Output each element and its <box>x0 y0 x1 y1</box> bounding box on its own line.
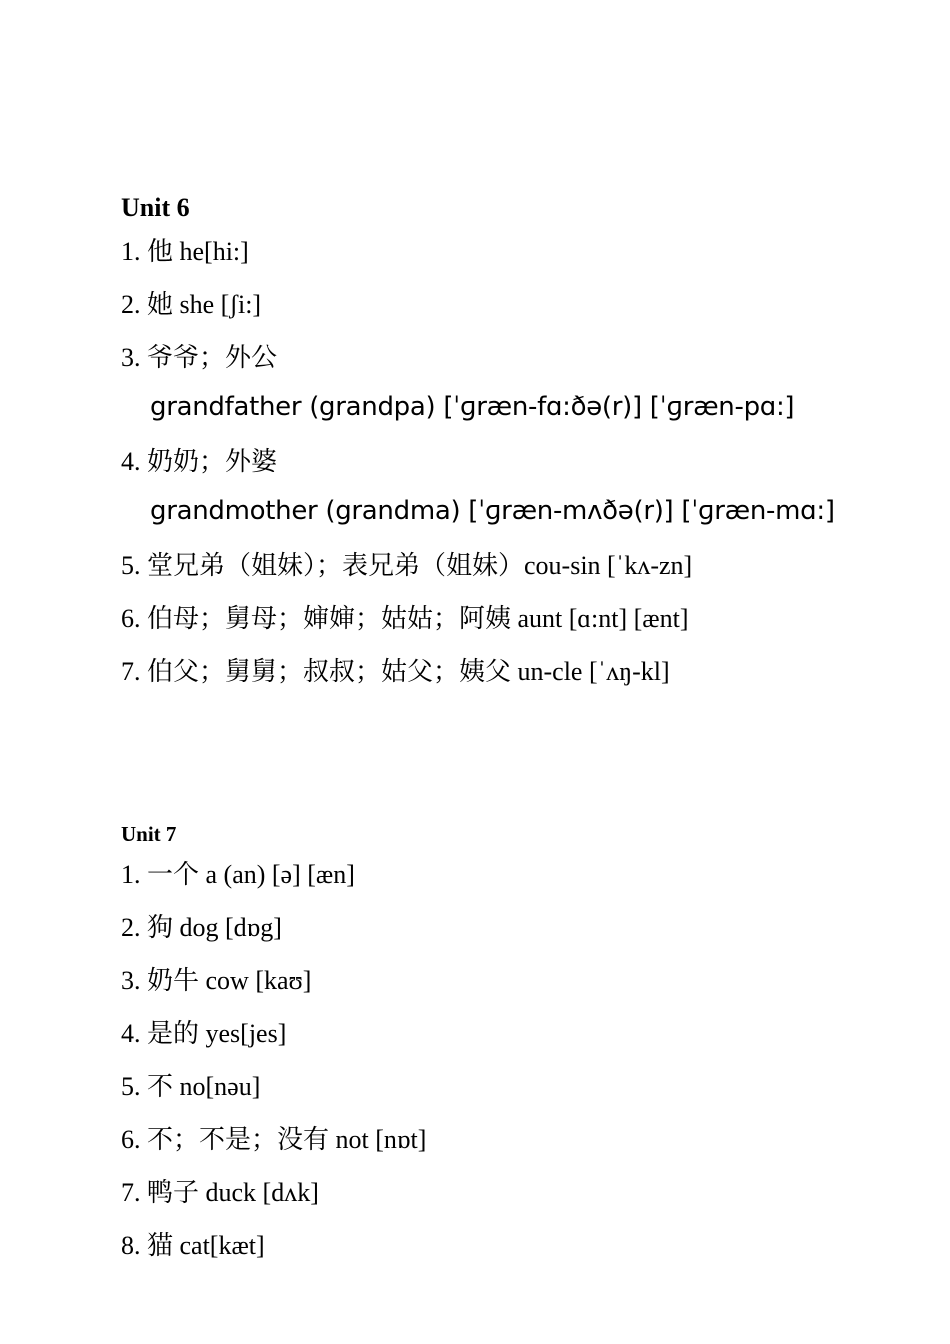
unit-6-item-3: 3. 爷爷；外公 <box>121 343 278 372</box>
unit-7-item-1: 1. 一个 a (an) [ə] [æn] <box>121 860 355 889</box>
unit-7-item-6: 6. 不；不是；没有 not [nɒt] <box>121 1125 427 1154</box>
unit-7-title: Unit 7 <box>121 822 177 846</box>
unit-6-item-3-english: grandfather (grandpa) [ˈɡræn-fɑ:ðə(r)] [ˈɡræn-pɑ:] <box>150 392 795 422</box>
unit-6-item-5: 5. 堂兄弟（姐妹）；表兄弟（姐妹）cou-sin [ˈkʌ-zn] <box>121 551 693 580</box>
unit-6-item-6: 6. 伯母；舅母；婶婶；姑姑；阿姨 aunt [ɑ:nt] [ænt] <box>121 604 689 633</box>
unit-6-item-4-english: grandmother (grandma) [ˈɡræn-mʌðə(r)] [ˈɡræn-mɑ:] <box>150 496 835 526</box>
unit-7-item-3: 3. 奶牛 cow [kaʊ] <box>121 966 312 995</box>
unit-7-item-7: 7. 鸭子 duck [dʌk] <box>121 1178 319 1207</box>
unit-7-item-5: 5. 不 no[nəu] <box>121 1072 261 1101</box>
unit-6-item-4: 4. 奶奶；外婆 <box>121 447 278 476</box>
unit-6-item-1: 1. 他 he[hi:] <box>121 237 249 266</box>
unit-6-item-7: 7. 伯父；舅舅；叔叔；姑父；姨父 un-cle [ˈʌŋ-kl] <box>121 657 670 686</box>
unit-7-item-8: 8. 猫 cat[kæt] <box>121 1231 265 1260</box>
unit-6-title: Unit 6 <box>121 193 190 222</box>
unit-7-item-2: 2. 狗 dog [dɒg] <box>121 913 282 942</box>
unit-6-item-2: 2. 她 she [ʃi:] <box>121 290 262 319</box>
unit-7-item-4: 4. 是的 yes[jes] <box>121 1019 287 1048</box>
